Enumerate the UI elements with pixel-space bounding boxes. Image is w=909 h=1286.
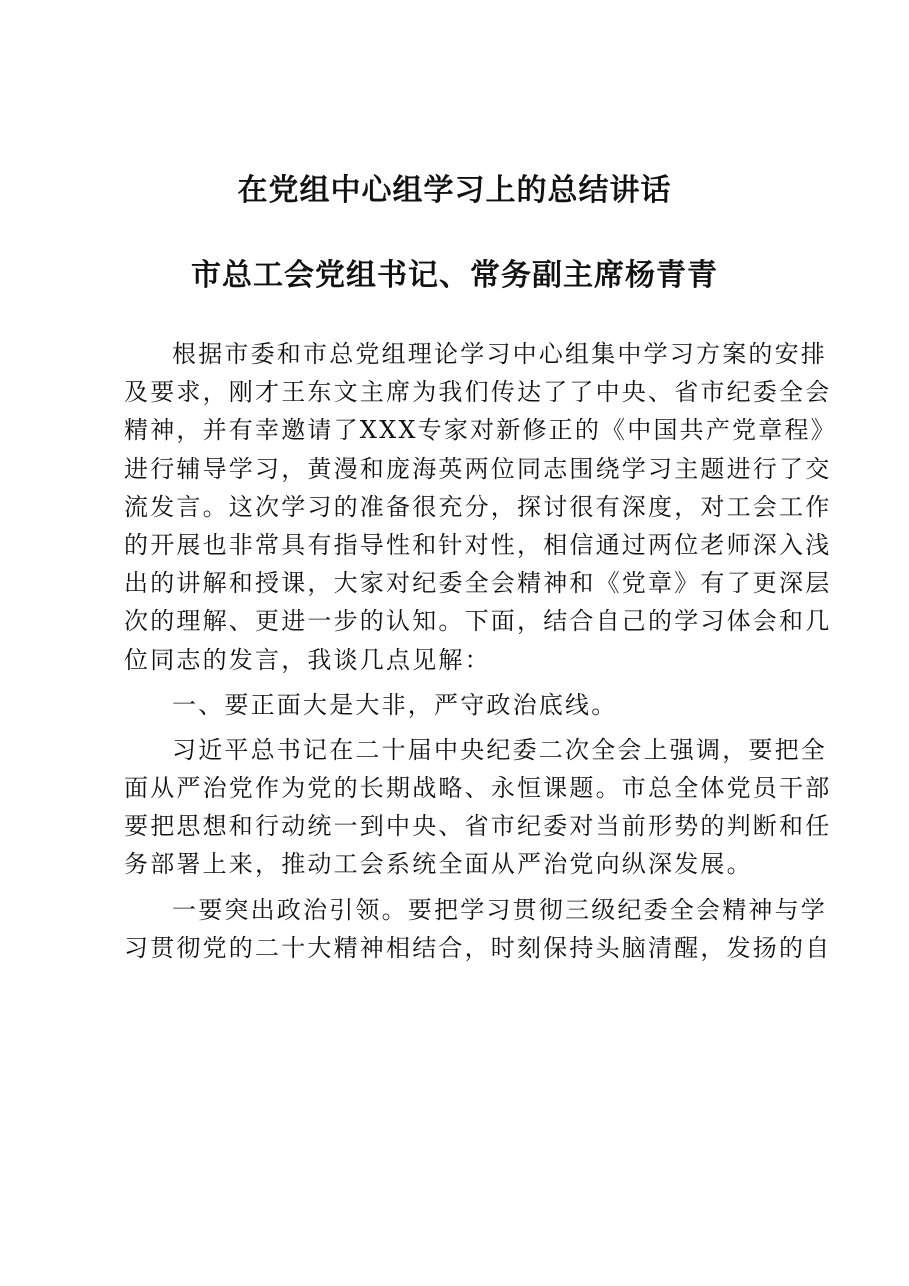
- document-body: [124, 335, 837, 967]
- text-line: 习近平总书记在二十届中央纪委二次全会上强调，要把全: [172, 735, 827, 764]
- section-heading-line: 一、要正面大是大非，严守政治底线。: [172, 690, 618, 719]
- paragraph-intro: [124, 335, 837, 679]
- text-line: 精神，并有幸邀请了XXX专家对新修正的《中国共产党章程》: [124, 416, 837, 445]
- document-subtitle: 市总工会党组书记、常务副主席杨青青: [191, 258, 718, 293]
- text-line: 位同志的发言，我谈几点见解：: [124, 645, 491, 674]
- text-line: 面从严治党作为党的长期战略、永恒课题。市总全体党员干部: [124, 774, 832, 803]
- text-line: 出的讲解和授课，大家对纪委全会精神和《党章》有了更深层: [124, 569, 832, 598]
- text-line: 一要突出政治引领。要把学习贯彻三级纪委全会精神与学: [172, 895, 827, 924]
- text-line: 根据市委和市总党组理论学习中心组集中学习方案的安排: [172, 340, 827, 368]
- paragraph-point-1: [124, 891, 832, 967]
- text-line: 次的理解、更进一步的认知。下面，结合自己的学习体会和几: [124, 607, 832, 636]
- paragraph-section-1: [124, 731, 832, 884]
- text-line: 务部署上来，推动工会系统全面从严治党向纵深发展。: [124, 850, 753, 879]
- text-line: 流发言。这次学习的准备很充分，探讨很有深度，对工会工作: [124, 492, 832, 521]
- section-heading-1: [124, 686, 804, 724]
- document-title: 在党组中心组学习上的总结讲话: [237, 173, 672, 208]
- text-line: 习贯彻党的二十大精神相结合，时刻保持头脑清醒，发扬的自: [124, 933, 832, 962]
- text-line: 进行辅导学习，黄漫和庞海英两位同志围绕学习主题进行了交: [124, 454, 832, 483]
- text-line: 及要求，刚才王东文主席为我们传达了了中央、省市纪委全会: [124, 378, 832, 407]
- text-line: 要把思想和行动统一到中央、省市纪委对当前形势的判断和任: [124, 812, 832, 841]
- text-line: 的开展也非常具有指导性和针对性，相信通过两位老师深入浅: [124, 530, 832, 559]
